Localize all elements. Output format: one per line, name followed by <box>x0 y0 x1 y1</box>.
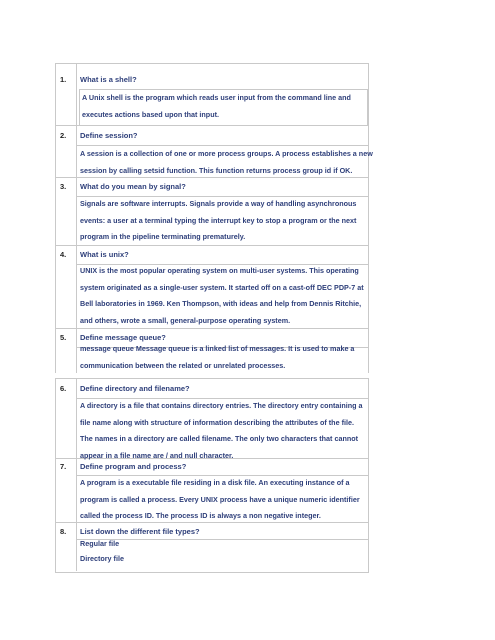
row-number-cell <box>56 329 77 373</box>
answer-line: events: a user at a terminal typing the interrupt key to stop a program or the next <box>80 215 357 225</box>
table-row <box>56 459 368 523</box>
row-number: 1. <box>60 75 67 84</box>
answer-line: communication between the related or unrelated processes. <box>80 360 286 370</box>
answer <box>80 146 373 179</box>
answer-line: system originated as a single-user system. It started off on a cast-off DEC PDP-7 at <box>80 282 364 292</box>
answer-line: Directory file <box>80 554 124 563</box>
row-number-cell <box>56 459 77 522</box>
table-row <box>56 329 368 373</box>
question: Define program and process? <box>80 462 187 471</box>
row-number-cell <box>56 379 77 458</box>
answer-line: message queue Message queue is a linked list of messages. It is used to make a <box>80 344 355 353</box>
qa-table-2 <box>55 378 369 573</box>
table-row <box>56 126 373 178</box>
row-number: 2. <box>60 131 67 140</box>
answer <box>80 475 360 525</box>
question: List down the different file types? <box>80 527 200 536</box>
answer-line: A Unix shell is the program which reads user input from the command line and <box>82 93 351 102</box>
answer-line: file name along with structure of information describing the attributes of the file. <box>80 417 354 427</box>
answer-line: The names in a directory are called filename. The only two characters that cannot <box>80 434 359 443</box>
question: What is unix? <box>80 250 129 259</box>
question: Define message queue? <box>80 333 166 342</box>
table-row <box>56 246 368 329</box>
answer <box>80 398 363 464</box>
row-number: 4. <box>60 250 67 259</box>
table-row <box>56 178 368 246</box>
qa-table-1 <box>55 63 373 373</box>
answer-line: Regular file <box>80 539 120 548</box>
answer-line: Bell laboratories in 1969. Ken Thompson, with ideas and help from Dennis Ritchie, <box>80 299 362 308</box>
answer-line: program in the pipeline terminating prematurely. <box>80 232 246 241</box>
answer-line: called the process ID. The process ID is always a non negative integer. <box>80 511 321 520</box>
answer-line: A program is a executable file residing in a disk file. An executing instance of a <box>80 478 350 487</box>
row-number-cell <box>56 523 77 571</box>
answer <box>80 263 364 329</box>
question: What is a shell? <box>80 75 137 84</box>
question: Define directory and filename? <box>80 384 190 393</box>
answer-line: A session is a collection of one or more process groups. A process establishes a new <box>80 149 373 158</box>
row-number-cell <box>56 126 77 177</box>
answer <box>80 536 124 566</box>
row-number: 5. <box>60 333 67 342</box>
answer-line: UNIX is the most popular operating system on multi-user systems. This operating <box>80 266 359 275</box>
answer-line: program is called a process. Every UNIX process have a unique numeric identifier <box>80 494 360 504</box>
table-row <box>56 64 368 126</box>
row-number: 7. <box>60 462 67 471</box>
row-number-cell <box>56 246 77 328</box>
answer-line: and others, wrote a small, general-purpose operating system. <box>80 315 291 325</box>
answer-line: appear in a file name are / and null character. <box>80 450 234 460</box>
answer-line: Signals are software interrupts. Signals provide a way of handling asynchronous <box>80 199 357 208</box>
row-number: 6. <box>60 384 67 393</box>
answer <box>80 341 354 374</box>
answer <box>82 90 351 123</box>
row-number: 8. <box>60 527 67 536</box>
row-number: 3. <box>60 182 67 191</box>
answer-line: executes actions based upon that input. <box>82 109 219 119</box>
row-number-cell <box>56 64 77 125</box>
row-number-cell <box>56 178 77 245</box>
table-row <box>56 379 368 459</box>
answer-line: A directory is a file that contains directory entries. The directory entry containing a <box>80 401 363 410</box>
answer-line: session by calling setsid function. This function returns process group id if OK. <box>80 165 353 175</box>
answer <box>80 196 356 246</box>
question: Define session? <box>80 131 138 140</box>
table-row <box>56 523 368 571</box>
question: What do you mean by signal? <box>80 182 186 191</box>
